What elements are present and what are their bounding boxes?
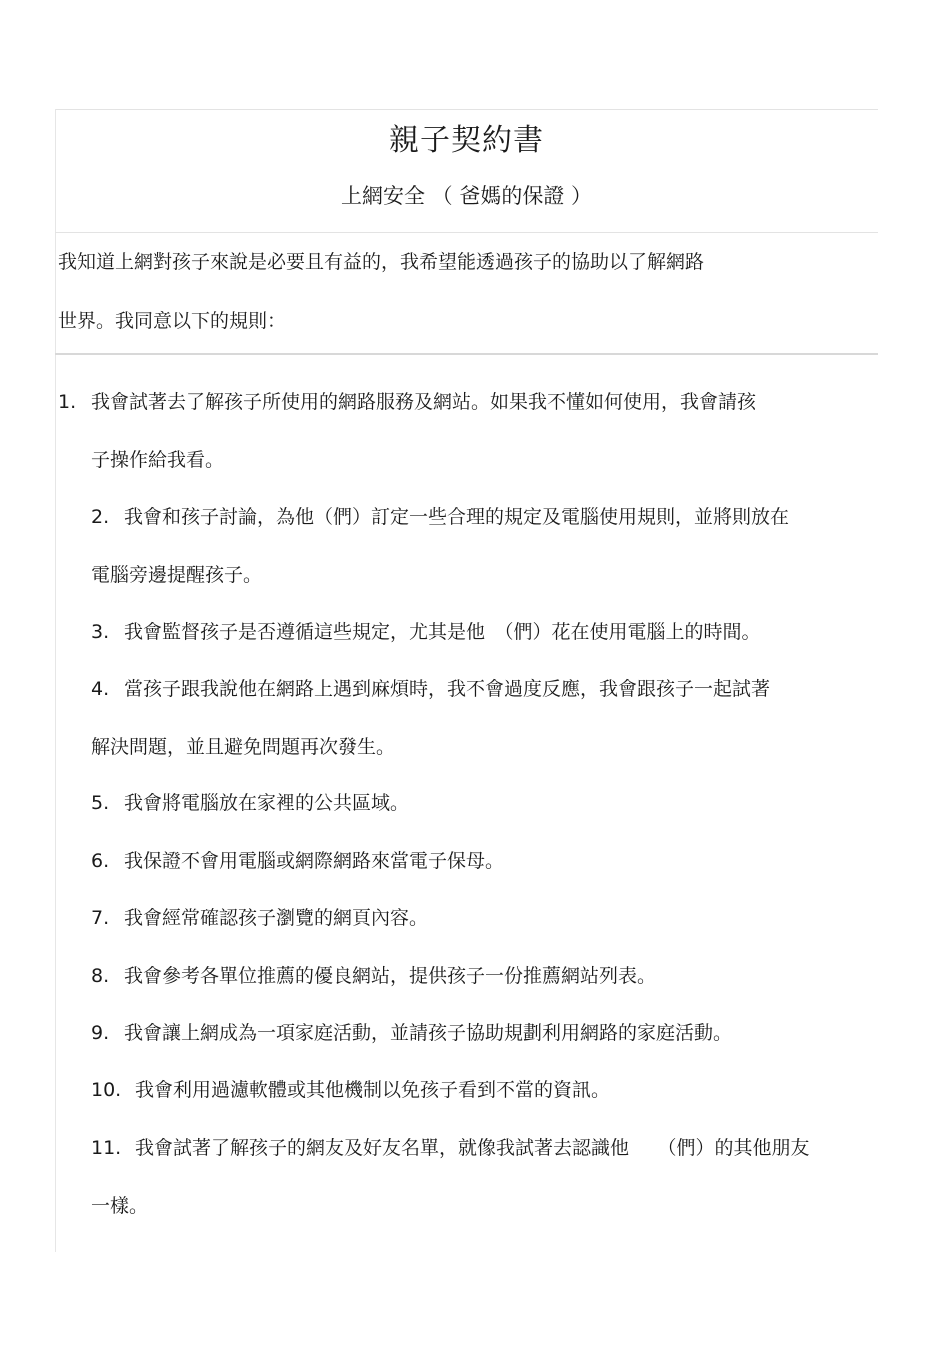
document-subtitle: 上網安全 （ 爸媽的保證 ） <box>340 184 593 208</box>
rule-item-2 <box>91 504 789 530</box>
rule-number: 10. <box>91 1079 122 1101</box>
rule-number: 6. <box>91 850 110 872</box>
intro-line: 世界。我同意以下的規則： <box>58 310 287 332</box>
rule-number: 1. <box>58 391 77 413</box>
rule-number: 5. <box>91 792 110 814</box>
rule-item-5 <box>91 790 409 816</box>
rule-text: 我會和孩子討論，為他（們）訂定一些合理的規定及電腦使用規則，並將則放在 <box>124 506 790 528</box>
rule-item-10 <box>91 1077 610 1103</box>
rule-item-8 <box>91 963 656 989</box>
rule-item-3 <box>91 619 761 645</box>
intro-divider <box>55 353 878 355</box>
top-divider <box>55 109 878 110</box>
rule-text-continuation: 一樣。 <box>91 1195 149 1217</box>
rule-number: 8. <box>91 965 110 987</box>
rule-text: 我會讓上網成為一項家庭活動，並請孩子協助規劃利用網路的家庭活動。 <box>124 1022 733 1044</box>
rule-text: 我會參考各單位推薦的優良網站，提供孩子一份推薦網站列表。 <box>124 965 657 987</box>
rule-text: 我會試著去了解孩子所使用的網路服務及網站。如果我不懂如何使用，我會請孩 <box>91 391 757 413</box>
rule-text: 我會監督孩子是否遵循這些規定，尤其是他 （們）花在使用電腦上的時間。 <box>124 621 761 643</box>
rule-text-continuation: 解決問題，並且避免問題再次發生。 <box>91 736 396 758</box>
rule-text: 我會試著了解孩子的網友及好友名單，就像我試著去認識他 （們）的其他朋友 <box>135 1137 810 1159</box>
rule-text: 我會將電腦放在家裡的公共區域。 <box>124 792 410 814</box>
rule-number: 3. <box>91 621 110 643</box>
intro-line: 我知道上網對孩子來說是必要且有益的，我希望能透過孩子的協助以了解網路 <box>58 251 705 273</box>
rule-number: 11. <box>91 1137 122 1159</box>
rule-item-1 <box>58 389 756 415</box>
rule-text-continuation: 電腦旁邊提醒孩子。 <box>91 564 263 586</box>
rule-number: 7. <box>91 907 110 929</box>
left-border <box>55 109 56 1252</box>
rule-number: 9. <box>91 1022 110 1044</box>
rule-number: 2. <box>91 506 110 528</box>
rule-text: 我保證不會用電腦或網際網路來當電子保母。 <box>124 850 505 872</box>
rule-text-continuation: 子操作給我看。 <box>91 449 225 471</box>
rule-text: 我會利用過濾軟體或其他機制以免孩子看到不當的資訊。 <box>135 1079 611 1101</box>
rule-item-11 <box>91 1135 810 1161</box>
rule-number: 4. <box>91 678 110 700</box>
rule-text: 當孩子跟我說他在網路上遇到麻煩時，我不會過度反應，我會跟孩子一起試著 <box>124 678 771 700</box>
rule-item-9 <box>91 1020 732 1046</box>
rule-item-6 <box>91 848 504 874</box>
rule-item-4 <box>91 676 770 702</box>
header-divider <box>55 232 878 233</box>
document-title: 親子契約書 <box>389 123 544 158</box>
rule-item-7 <box>91 905 428 931</box>
rule-text: 我會經常確認孩子瀏覽的網頁內容。 <box>124 907 429 929</box>
